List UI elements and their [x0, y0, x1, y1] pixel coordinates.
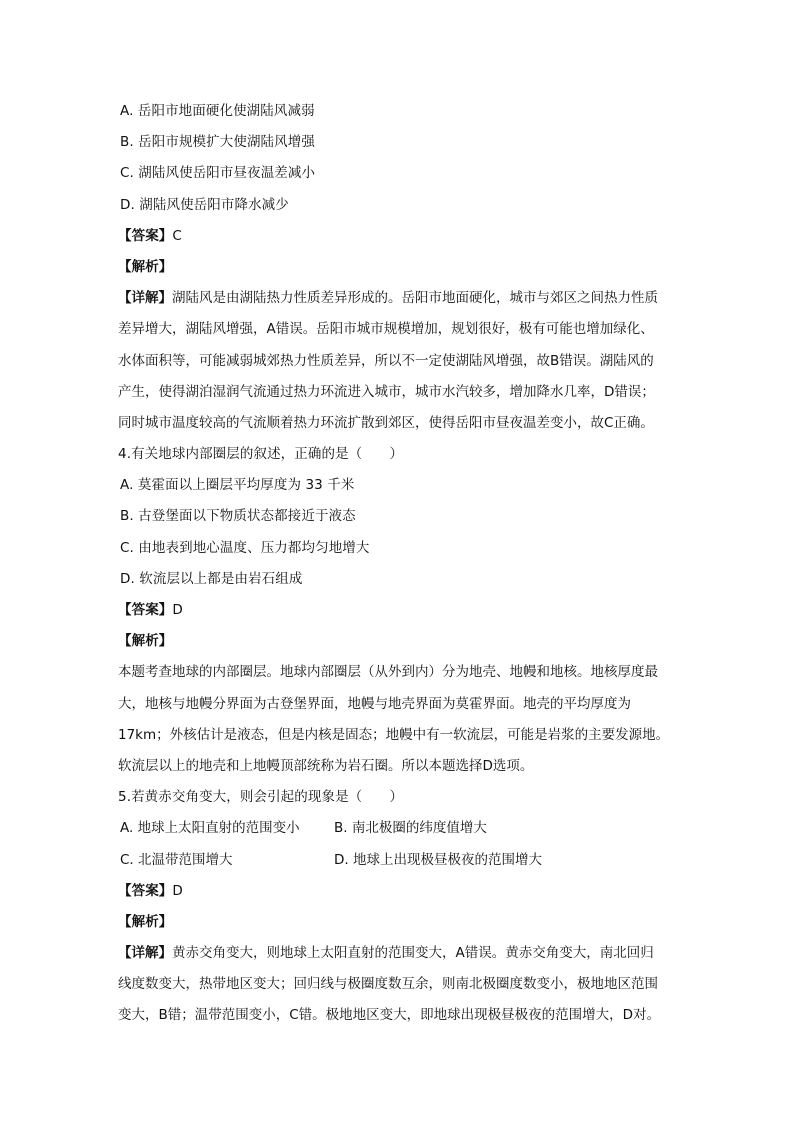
- q5-explanation-line: [118, 938, 684, 969]
- q3-explanation-line: 同时城市温度较高的气流顺着热力环流扩散到郊区，使得岳阳市昼夜温差变小，故C正确。: [118, 414, 654, 431]
- detail-label: 【详解】: [118, 290, 172, 307]
- q4-analysis-label: 【解析】: [118, 633, 173, 650]
- q5-explanation-line: 线度数变大，热带地区变大；回归线与极圈度数互余，则南北极圈度数变小，极地地区范围: [118, 976, 658, 993]
- explanation-text: 黄赤交角变大，则地球上太阳直射的范围变大，A错误。黄赤交角变大，南北回归: [172, 945, 654, 962]
- q3-answer: [118, 221, 684, 252]
- q5-option-d: D. 地球上出现极昼极夜的范围增大: [334, 851, 542, 868]
- q5-answer: [118, 876, 684, 907]
- q5-explanation-line: 变大，B错；温带范围变小，C错。极地地区变大，即地球出现极昼极夜的范围增大，D对。: [118, 1007, 661, 1024]
- q5-option-a: A. 地球上太阳直射的范围变小: [120, 820, 300, 837]
- q5-options-row-1: [118, 813, 684, 844]
- q4-option-c: C. 由地表到地心温度、压力都均匀地增大: [120, 539, 370, 556]
- answer-value: D: [172, 602, 183, 618]
- explanation-text: 湖陆风是由湖陆热力性质差异形成的。岳阳市地面硬化，城市与郊区之间热力性质: [172, 290, 658, 307]
- q5-option-b: B. 南北极圈的纬度值增大: [334, 820, 487, 837]
- q4-explanation: [118, 657, 684, 782]
- q5-option-c: C. 北温带范围增大: [120, 851, 233, 868]
- q4-option-a: A. 莫霍面以上圈层平均厚度为 33 千米: [120, 477, 355, 494]
- q3-explanation-line: [118, 283, 684, 314]
- q3-option-d: D. 湖陆风使岳阳市降水减少: [120, 196, 289, 213]
- q5-question: 5.若黄赤交角变大，则会引起的现象是（ ）: [118, 789, 404, 806]
- q3-explanation: [118, 283, 684, 439]
- answer-value: D: [172, 882, 183, 899]
- q4-option-b: B. 古登堡面以下物质状态都接近于液态: [120, 508, 356, 525]
- q4-explanation-line: 软流层以上的地壳和上地幔顶部统称为岩石圈。所以本题选择D选项。: [118, 757, 534, 774]
- answer-label: 【答案】: [118, 227, 173, 244]
- q3-option-a: A. 岳阳市地面硬化使湖陆风减弱: [120, 103, 315, 119]
- q4-explanation-line: 本题考查地球的内部圈层。地球内部圈层（从外到内）分为地壳、地幔和地核。地核厚度最: [118, 664, 658, 681]
- q3-options: [118, 96, 684, 221]
- q3-explanation-line: 差异增大，湖陆风增强，A错误。岳阳市城市规模增加，规划很好，极有可能也增加绿化、: [118, 321, 654, 338]
- q4-question: 4.有关地球内部圈层的叙述，正确的是（ ）: [118, 446, 404, 463]
- answer-value: C: [172, 227, 182, 244]
- q3-option-c: C. 湖陆风使岳阳市昼夜温差减小: [120, 165, 316, 182]
- q4-answer: [118, 595, 684, 626]
- document-page: [118, 96, 684, 1032]
- q3-analysis-label: 【解析】: [118, 258, 173, 275]
- q4-explanation-line: 大，地核与地幔分界面为古登堡界面，地幔与地壳界面为莫霍界面。地壳的平均厚度为: [118, 695, 631, 712]
- q3-explanation-line: 产生，使得湖泊湿润气流通过热力环流进入城市，城市水汽较多，增加降水几率，D错误；: [118, 383, 655, 400]
- answer-label: 【答案】: [118, 882, 173, 899]
- q3-option-b: B. 岳阳市规模扩大使湖陆风增强: [120, 134, 315, 151]
- q3-explanation-line: 水体面积等，可能减弱城郊热力性质差异，所以不一定使湖陆风增强，故B错误。湖陆风的: [118, 352, 654, 369]
- answer-label: 【答案】: [118, 602, 173, 618]
- q5-options-row-2: [118, 845, 684, 876]
- detail-label: 【详解】: [118, 945, 172, 962]
- q4-options: [118, 470, 684, 595]
- q5-explanation: [118, 938, 684, 1032]
- q5-analysis-label: 【解析】: [118, 913, 173, 930]
- q4-explanation-line: 17km；外核估计是液态，但是内核是固态；地幔中有一软流层，可能是岩浆的主要发源地。: [118, 726, 670, 743]
- q4-option-d: D. 软流层以上都是由岩石组成: [120, 570, 303, 587]
